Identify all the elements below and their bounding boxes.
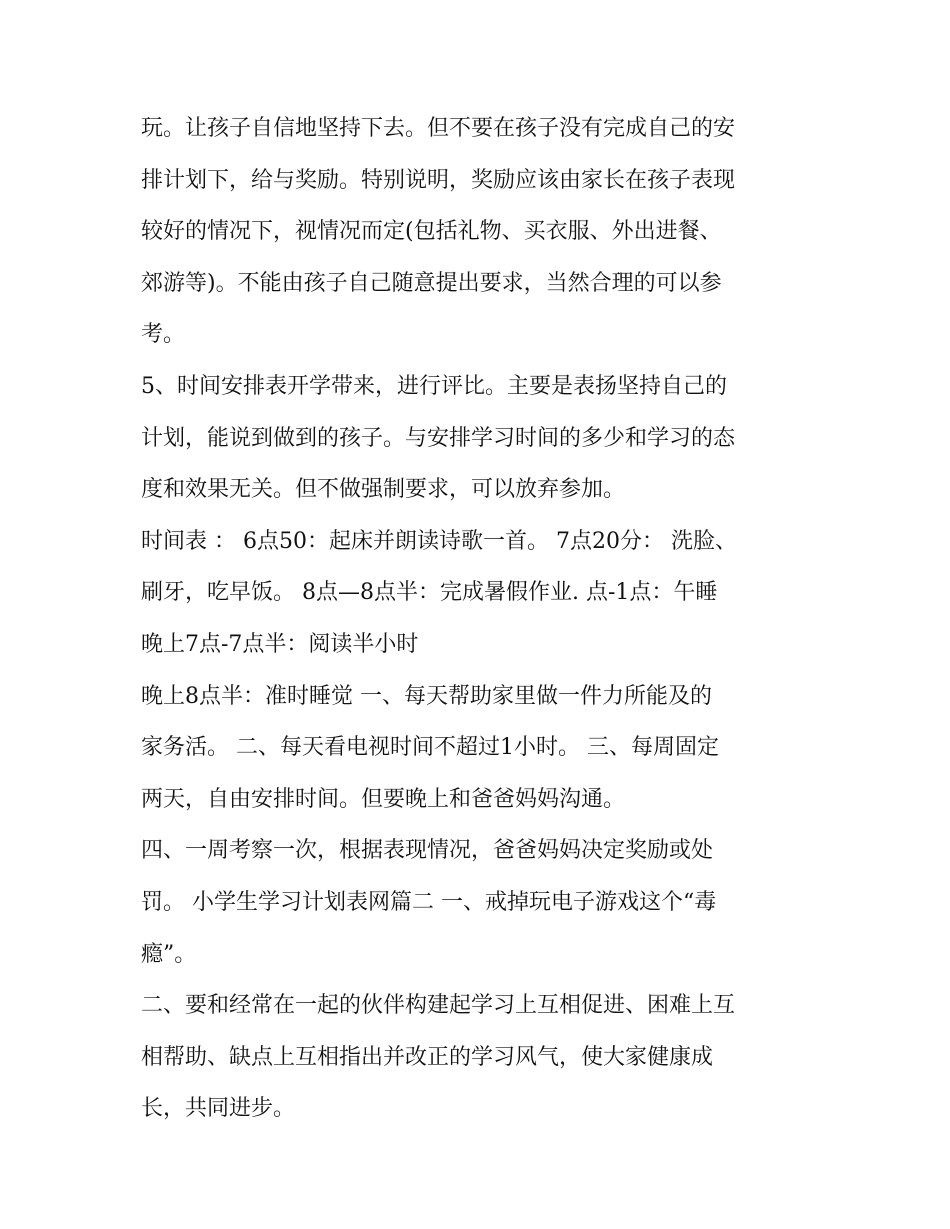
text-line-3: 较好的情况下，视情况而定(包括礼物、买衣服、外出进餐、 — [141, 219, 722, 245]
text-line-19: 相帮助、缺点上互相指出并改正的学习风气，使大家健康成 — [141, 1044, 714, 1070]
body-text — [141, 103, 821, 1135]
text-line-1: 玩。让孩子自信地坚持下去。但不要在孩子没有完成自己的安 — [141, 116, 736, 141]
text-line-6: 5、时间安排表开学带来，进行评比。主要是表扬坚持自己的 — [141, 373, 727, 399]
text-line-7: 计划，能说到做到的孩子。与安排学习时间的多少和学习的态 — [141, 425, 736, 451]
text-line-14: 两天，自由安排时间。但要晚上和爸爸妈妈沟通。 — [141, 786, 626, 812]
text-line-18: 二、要和经常在一起的伙伴构建起学习上互相促进、困难上互 — [141, 993, 736, 1019]
text-line-13: 家务活。 二、每天看电视时间不超过1小时。 三、每周固定 — [141, 735, 719, 761]
text-line-20: 长，共同进步。 — [141, 1096, 296, 1122]
text-line-10: 刷牙，吃早饭。 8点—8点半：完成暑假作业. 点-1点：午睡 — [141, 580, 718, 606]
text-line-4: 郊游等)。不能由孩子自己随意提出要求，当然合理的可以参 — [141, 270, 722, 296]
text-line-5: 考。 — [141, 322, 186, 348]
text-line-16: 罚。 小学生学习计划表网篇二 一、戒掉玩电子游戏这个“毒 — [141, 889, 717, 915]
text-line-8: 度和效果无关。但不做强制要求，可以放弃参加。 — [141, 477, 626, 503]
text-line-2: 排计划下，给与奖励。特别说明，奖励应该由家长在孩子表现 — [141, 167, 736, 193]
text-line-15: 四、一周考察一次，根据表现情况，爸爸妈妈决定奖励或处 — [141, 838, 714, 864]
text-line-11: 晚上7点-7点半：阅读半小时 — [141, 631, 419, 657]
text-line-17: 瘾”。 — [141, 941, 197, 967]
text-line-9: 时间表 ： 6点50：起床并朗读诗歌一首。 7点20分： 洗脸、 — [141, 528, 737, 554]
text-line-12: 晚上8点半：准时睡觉 一、每天帮助家里做一件力所能及的 — [141, 683, 712, 709]
